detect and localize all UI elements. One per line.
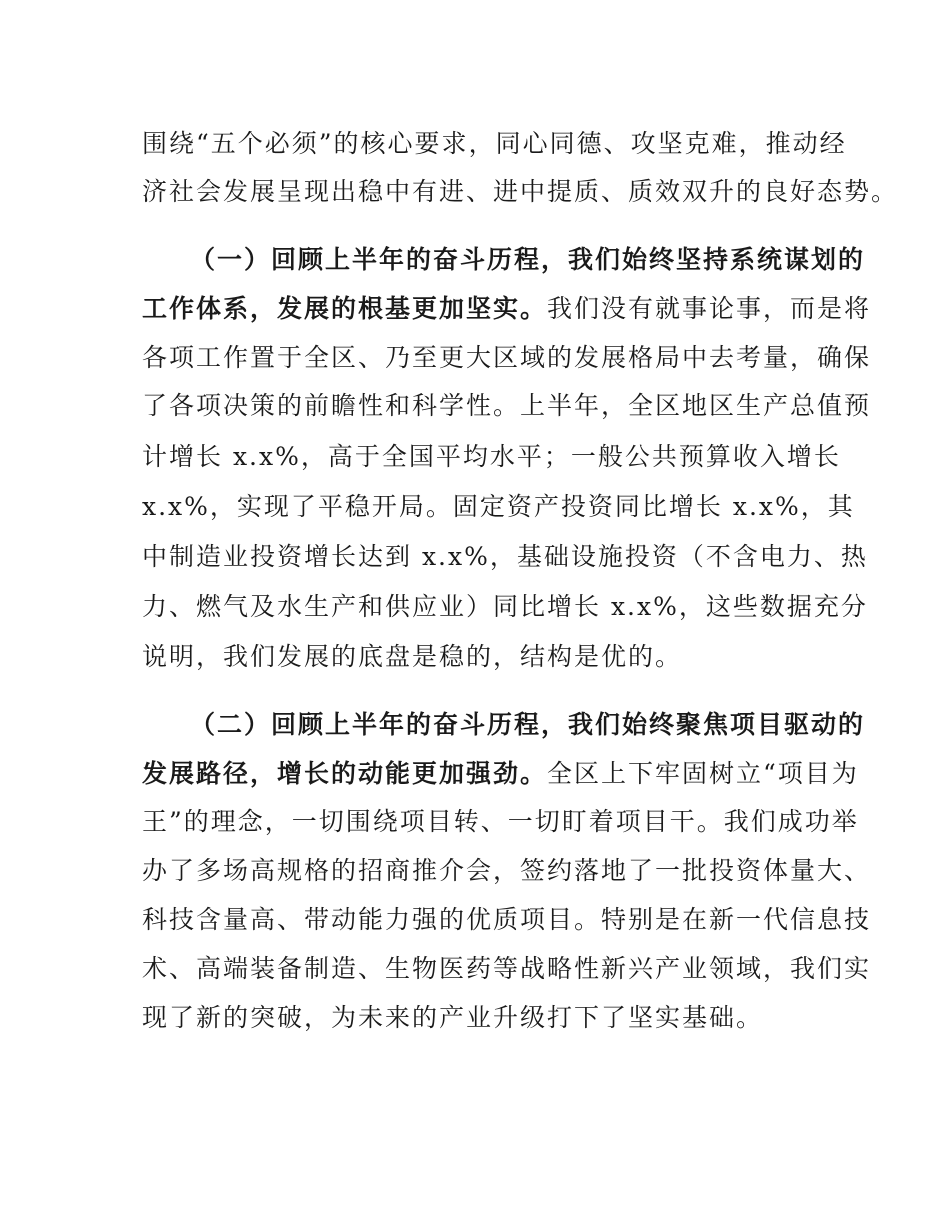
section-2-body-line: 科技含量高、带动能力强的优质项目。特别是在新一代信息技 <box>142 905 872 934</box>
section-2-heading-rest: 全区上下牢固树立“项目为 <box>547 759 859 788</box>
section-2-heading-bold: 发展路径，增长的动能更加强劲。 <box>142 759 548 788</box>
section-1-heading-rest: 我们没有就事论事，而是将 <box>547 294 872 323</box>
section-1-body-line: 力、燃气及水生产和供应业）同比增长 x.x%，这些数据充分 <box>142 592 868 621</box>
section-1-body-line: 中制造业投资增长达到 x.x%，基础设施投资（不含电力、热 <box>142 542 868 571</box>
section-1-heading-bold: 工作体系，发展的根基更加坚实。 <box>142 294 548 323</box>
section-2-body-line: 办了多场高规格的招商推介会，签约落地了一批投资体量大、 <box>142 856 872 885</box>
section-1-body-line: 说明，我们发展的底盘是稳的，结构是优的。 <box>142 642 683 671</box>
section-1-body-line: x.x%，实现了平稳开局。固定资产投资同比增长 x.x%，其 <box>142 492 855 521</box>
section-1-body-line: 各项工作置于全区、乃至更大区域的发展格局中去考量，确保 <box>142 343 872 372</box>
section-2-heading-line-2 <box>142 758 859 790</box>
section-1-body-line: 了各项决策的前瞻性和科学性。上半年，全区地区生产总值预 <box>142 391 872 420</box>
section-1-heading-line-2 <box>142 293 871 325</box>
section-2-body-line: 现了新的突破，为未来的产业升级打下了坚实基础。 <box>142 1003 764 1032</box>
section-1-body-line: 计增长 x.x%，高于全国平均水平；一般公共预算收入增长 <box>142 442 841 471</box>
section-1-heading-line-1: （一）回顾上半年的奋斗历程，我们始终坚持系统谋划的 <box>190 245 866 274</box>
intro-line-1: 围绕“五个必须”的核心要求，同心同德、攻坚克难，推动经 <box>142 129 847 158</box>
section-2-body-line: 王”的理念，一切围绕项目转、一切盯着项目干。我们成功举 <box>142 807 859 836</box>
section-2-heading-line-1: （二）回顾上半年的奋斗历程，我们始终聚焦项目驱动的 <box>190 710 866 739</box>
intro-line-2: 济社会发展呈现出稳中有进、进中提质、质效双升的良好态势。 <box>142 177 899 206</box>
section-2-body-line: 术、高端装备制造、生物医药等战略性新兴产业领域，我们实 <box>142 954 872 983</box>
